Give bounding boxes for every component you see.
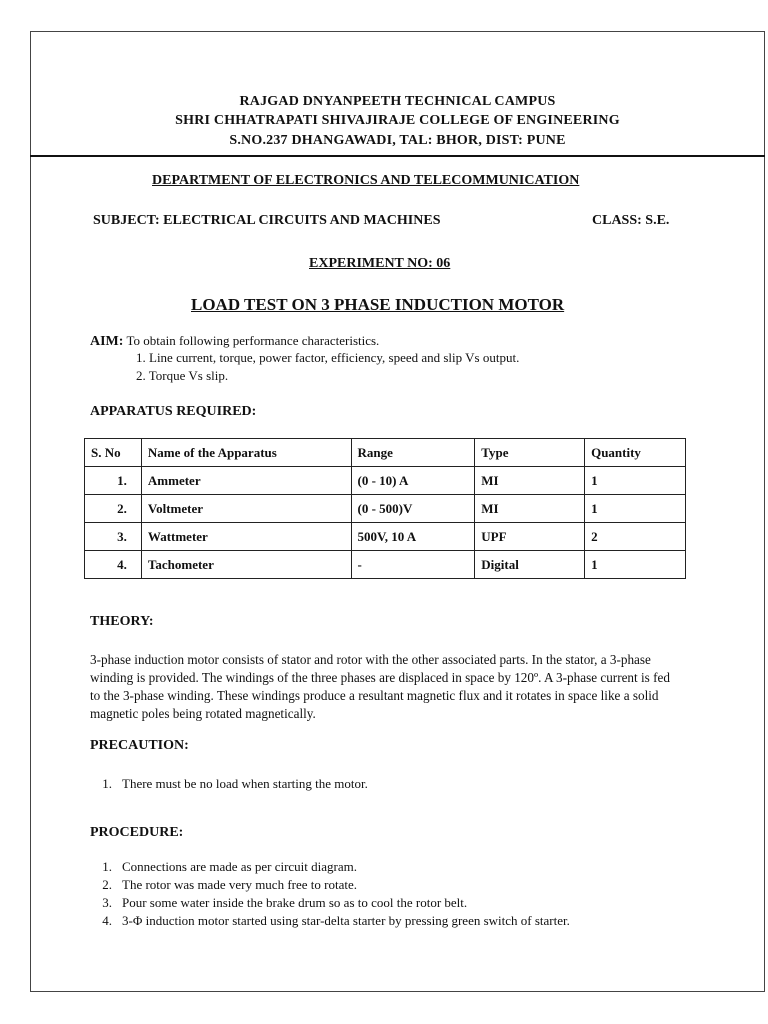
table-cell: 4. — [85, 551, 142, 579]
experiment-number: EXPERIMENT NO: 06 — [309, 256, 451, 271]
list-text: Connections are made as per circuit diagram. — [122, 859, 357, 874]
list-text: Pour some water inside the brake drum so as to cool the rotor belt. — [122, 895, 468, 910]
table-row — [85, 495, 686, 523]
table-cell: Wattmeter — [141, 523, 351, 551]
precaution-heading: PRECAUTION: — [90, 738, 189, 753]
list-item — [90, 876, 570, 894]
column-header: Name of the Apparatus — [141, 439, 351, 467]
list-item — [90, 912, 570, 930]
column-header: Type — [475, 439, 585, 467]
table-row — [85, 523, 686, 551]
table-cell: 1 — [585, 467, 686, 495]
table-cell: MI — [475, 495, 585, 523]
table-cell: 1. — [85, 467, 142, 495]
aim-line — [90, 333, 379, 350]
subject-label: SUBJECT: ELECTRICAL CIRCUITS AND MACHINES — [93, 213, 441, 228]
table-cell: 500V, 10 A — [351, 523, 475, 551]
procedure-list — [90, 858, 570, 930]
aim-item: 1. Line current, torque, power factor, efficiency, speed and slip Vs output. — [136, 350, 520, 365]
table-cell: MI — [475, 467, 585, 495]
list-text: The rotor was made very much free to rotate. — [122, 877, 357, 892]
list-text: There must be no load when starting the motor. — [122, 776, 368, 791]
aim-text: To obtain following performance characteristics. — [126, 333, 380, 348]
column-header: Range — [351, 439, 475, 467]
table-row — [85, 467, 686, 495]
list-number: 3. — [102, 895, 112, 910]
header-campus: RAJGAD DNYANPEETH TECHNICAL CAMPUS — [239, 94, 556, 109]
list-item — [90, 894, 570, 912]
theory-paragraph: 3-phase induction motor consists of stator and rotor with the other associated parts. In the stator, a 3-phase winding is provided. The windings of the three phases are displaced in space by 120º. A 3-phase current is fed to the 3-phase winding. These windings produce a resultant magnetic flux and it rotates in space like a solid magnetic poles being rotated magnetically. — [90, 652, 670, 721]
list-text: 3-Φ induction motor started using star-delta starter by pressing green switch of starter. — [122, 913, 570, 928]
apparatus-table — [84, 438, 686, 579]
table-cell: Digital — [475, 551, 585, 579]
aim-label: AIM: — [90, 334, 124, 349]
experiment-title: LOAD TEST ON 3 PHASE INDUCTION MOTOR — [191, 295, 565, 314]
department-title: DEPARTMENT OF ELECTRONICS AND TELECOMMUNICATION — [152, 173, 580, 188]
list-number: 1. — [102, 859, 112, 874]
list-number: 1. — [102, 776, 112, 791]
list-item — [90, 858, 570, 876]
table-cell: 2. — [85, 495, 142, 523]
list-number: 4. — [102, 913, 112, 928]
column-header: S. No — [85, 439, 142, 467]
header-address: S.NO.237 DHANGAWADI, TAL: BHOR, DIST: PUNE — [229, 133, 566, 148]
table-cell: Ammeter — [141, 467, 351, 495]
table-cell: 3. — [85, 523, 142, 551]
table-cell: UPF — [475, 523, 585, 551]
table-cell: Voltmeter — [141, 495, 351, 523]
column-header: Quantity — [585, 439, 686, 467]
table-cell: Tachometer — [141, 551, 351, 579]
table-cell: 2 — [585, 523, 686, 551]
class-label: CLASS: S.E. — [592, 213, 670, 228]
list-item — [90, 775, 368, 793]
list-number: 2. — [102, 877, 112, 892]
apparatus-heading: APPARATUS REQUIRED: — [90, 404, 257, 419]
table-row — [85, 551, 686, 579]
aim-item: 2. Torque Vs slip. — [136, 368, 229, 383]
table-cell: 1 — [585, 495, 686, 523]
header-divider — [30, 155, 765, 157]
table-cell: - — [351, 551, 475, 579]
table-header-row — [85, 439, 686, 467]
precaution-list — [90, 775, 368, 793]
table-cell: 1 — [585, 551, 686, 579]
theory-heading: THEORY: — [90, 614, 154, 629]
table-cell: (0 - 10) A — [351, 467, 475, 495]
header-college: SHRI CHHATRAPATI SHIVAJIRAJE COLLEGE OF ENGINEERING — [175, 113, 620, 128]
procedure-heading: PROCEDURE: — [90, 825, 184, 840]
table-cell: (0 - 500)V — [351, 495, 475, 523]
